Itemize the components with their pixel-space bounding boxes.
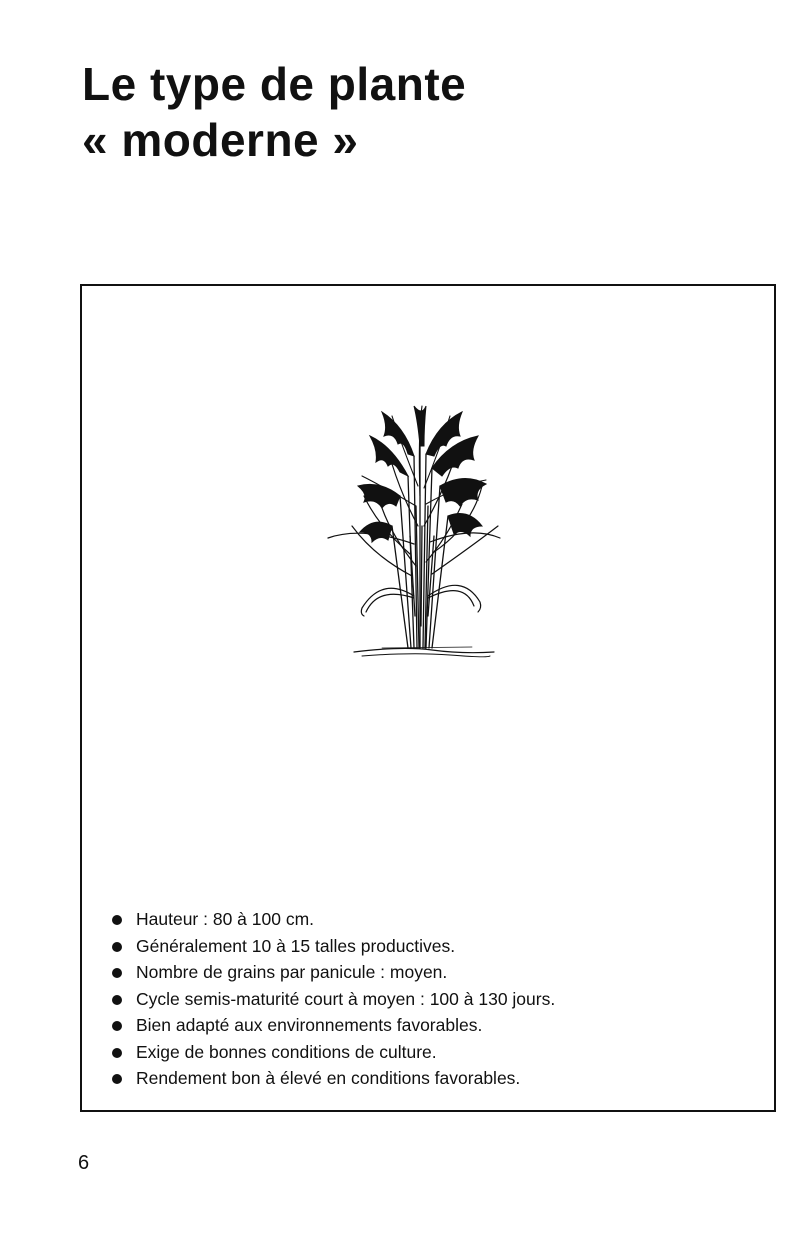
page-title-line-1: Le type de plante (82, 58, 467, 110)
list-item: Hauteur : 80 à 100 cm. (110, 906, 555, 933)
plant-description-box (80, 284, 776, 1112)
list-item: Bien adapté aux environnements favorables. (110, 1012, 555, 1039)
list-item: Rendement bon à élevé en conditions favorables. (110, 1065, 555, 1092)
page-title (82, 56, 466, 168)
list-item: Exige de bonnes conditions de culture. (110, 1039, 555, 1066)
list-item: Cycle semis-maturité court à moyen : 100 à 130 jours. (110, 986, 555, 1013)
rice-plant-icon (322, 376, 522, 676)
list-item: Généralement 10 à 15 talles productives. (110, 933, 555, 960)
page-title-line-2: « moderne » (82, 114, 359, 166)
list-item: Nombre de grains par panicule : moyen. (110, 959, 555, 986)
plant-features-list (110, 906, 555, 1092)
page-number: 6 (78, 1152, 90, 1174)
